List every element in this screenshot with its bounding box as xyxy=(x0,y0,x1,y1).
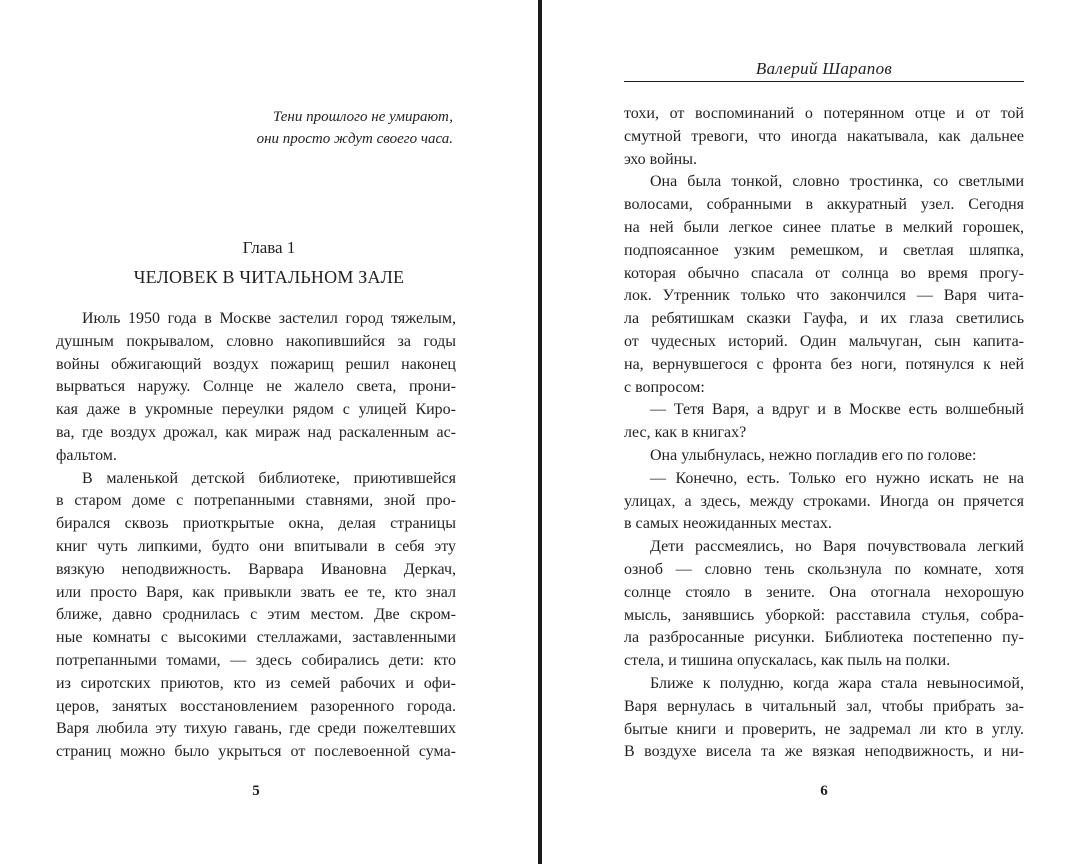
text-line: Июль 1950 года в Москве застелил город тяжелым, xyxy=(82,310,456,327)
text-line: Она улыбнулась, нежно погладив его по голове: xyxy=(650,446,977,464)
text-line: бирался сквозь приоткрытые окна, делая страницы xyxy=(56,515,456,533)
text-line: смутной тревоги, что иногда накатывала, как дальнее xyxy=(624,127,1024,145)
text-line: озноб — словно тень скользнула по комнате, хотя xyxy=(624,560,1024,578)
text-line: мысль, занявшись уборкой: расставила стулья, собра- xyxy=(624,606,1024,624)
epigraph-line: Тени прошлого не умирают, xyxy=(272,109,453,125)
text-line: ва, где воздух дрожал, как мираж над раскаленным ас- xyxy=(56,423,456,441)
text-line: или просто Варя, как привыкли звать ее те, кто знал xyxy=(56,583,456,601)
text-line: эхо войны. xyxy=(624,150,697,168)
text-line: страниц можно было укрыться от послевоенной сума- xyxy=(56,743,456,761)
text-line: книг чуть липкими, будто они впитывали в себя эту xyxy=(56,537,456,555)
text-line: улицах, а здесь, между строками. Иногда он прячется xyxy=(624,492,1024,510)
page-number-right: 6 xyxy=(820,783,828,799)
text-line: которая обычно спасала от солнца во время прогу- xyxy=(624,264,1024,282)
text-line: в самых неожиданных местах. xyxy=(624,515,832,533)
text-line: волосами, собранными в аккуратный узел. Сегодня xyxy=(624,196,1024,214)
running-head-rule xyxy=(624,81,1024,82)
text-line: стела, и тишина опускалась, как пыль на полки. xyxy=(624,652,951,670)
text-line: потрепанными томами, — здесь собирались дети: кто xyxy=(56,651,456,669)
text-line: вязкую неподвижность. Варвара Ивановна Деркач, xyxy=(56,560,456,578)
text-line: Ближе к полудню, когда жара стала невыносимой, xyxy=(650,674,1024,692)
text-line: В воздухе висела та же вязкая неподвижность, и ни- xyxy=(624,743,1024,761)
text-line: ла ребятишкам сказки Гауфа, и их глаза светились xyxy=(624,310,1024,328)
text-line: душным покрывалом, словно накопившийся за годы xyxy=(56,332,456,350)
text-line: с вопросом: xyxy=(624,378,705,396)
text-line: ближе, давно сроднилась с этим местом. Две скром- xyxy=(56,606,456,624)
text-line: войны обжигающий воздух пожарищ решил наконец xyxy=(56,355,456,373)
text-line: церов, занятых восстановлением разоренного города. xyxy=(56,697,456,715)
text-line: на, вернувшегося с фронта без ноги, потянулся к ней xyxy=(624,355,1024,373)
epigraph-line: они просто ждут своего часа. xyxy=(256,131,453,147)
text-line: ла разбросанные рисунки. Библиотека постепенно пу- xyxy=(624,629,1024,647)
text-line: Она была тонкой, словно тростинка, со светлыми xyxy=(650,173,1024,191)
text-line: солнце стояло в зените. Она отогнала нехорошую xyxy=(624,583,1024,601)
chapter-label: Глава 1 xyxy=(242,238,296,257)
right-page xyxy=(542,0,1081,864)
text-line: из сиротских приютов, кто из семей рабочих и офи- xyxy=(56,674,456,692)
left-page-body-text xyxy=(56,308,456,764)
text-line: Варя вернулась в читальный зал, чтобы прибрать за- xyxy=(624,697,1024,715)
epigraph xyxy=(153,106,453,150)
text-line: В маленькой детской библиотеке, приютившейся xyxy=(82,469,456,487)
text-line: тохи, от воспоминаний о потерянном отце и от той xyxy=(624,105,1024,122)
chapter-title: ЧЕЛОВЕК В ЧИТАЛЬНОМ ЗАЛЕ xyxy=(133,267,405,287)
text-line: в старом доме с потрепанными ставнями, зной про- xyxy=(56,492,456,510)
text-line: — Конечно, есть. Только его нужно искать не на xyxy=(650,469,1024,487)
text-line: кая даже в укромные переулки рядом с улицей Киро- xyxy=(56,401,456,419)
text-line: на ней были легкое синее платье в мелкий горошек, xyxy=(624,218,1024,236)
text-line: — Тетя Варя, а вдруг и в Москве есть волшебный xyxy=(650,401,1024,419)
text-line: Варя любила эту тихую гавань, где среди пожелтевших xyxy=(56,720,456,738)
text-line: лок. Утренник только что закончился — Варя чита- xyxy=(624,287,1024,305)
text-line: подпоясанное узким ремешком, и светлая шляпка, xyxy=(624,241,1024,259)
text-line: лес, как в книгах? xyxy=(624,424,747,442)
page-number-left: 5 xyxy=(252,783,260,799)
text-line: Дети рассмеялись, но Варя почувствовала легкий xyxy=(650,538,1024,556)
text-line: от чудесных историй. Один мальчуган, сын капита- xyxy=(624,332,1024,350)
right-page-body-text xyxy=(624,103,1024,764)
running-head-author: Валерий Шарапов xyxy=(755,59,893,78)
text-line: бытые книги и проверить, не задремал ли кто в углу. xyxy=(624,720,1024,738)
text-line: фальтом. xyxy=(56,446,117,464)
text-line: вырваться наружу. Солнце не жалело света, прони- xyxy=(56,378,456,396)
text-line: ные комнаты с высокими стеллажами, заставленными xyxy=(56,629,456,647)
left-page xyxy=(0,0,538,864)
